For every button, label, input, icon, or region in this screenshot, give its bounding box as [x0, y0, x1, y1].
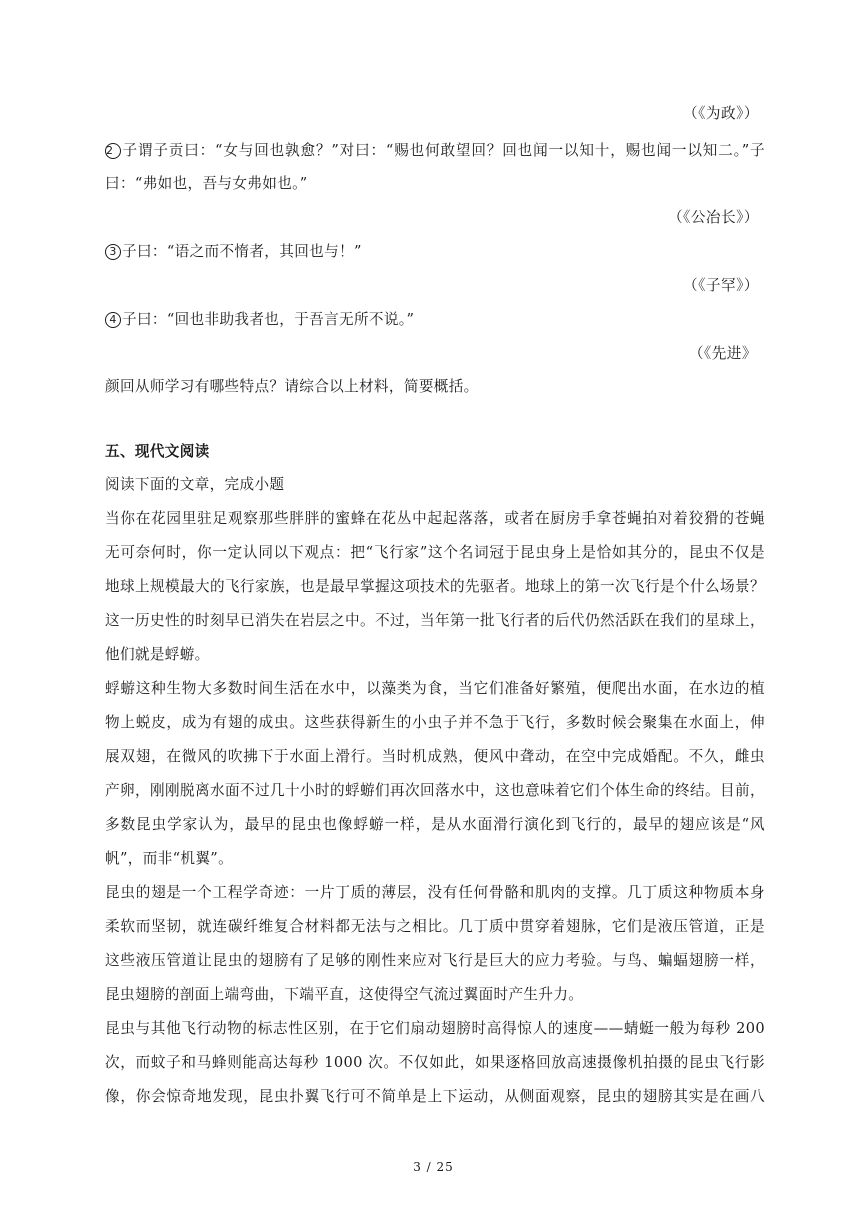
article-line: 柔软而坚韧，就连碳纤维复合材料都无法与之相比。几丁质中贯穿着翅脉，它们是液压管道，正是 — [105, 918, 765, 935]
article-line: 产卵，刚刚脱离水面不过几十小时的蜉蝣们再次回落水中，这也意味着它们个体生命的终结。目前， — [105, 782, 765, 799]
quote-item-2 — [105, 139, 765, 160]
article-line: 这些液压管道让昆虫的翅膀有了足够的刚性来应对飞行是巨大的应力考验。与鸟、蝙蝠翅膀一样， — [105, 952, 765, 969]
page-number: 3 / 25 — [413, 1160, 454, 1174]
article-line: 昆虫的翅是一个工程学奇迹：一片丁质的薄层，没有任何骨骼和肌肉的支撑。几丁质这种物质本身 — [105, 884, 765, 901]
instruction-text: 阅读下面的文章，完成小题 — [105, 476, 285, 493]
article-line: 帆”，而非“机翼”。 — [105, 850, 234, 867]
article-line: 他们就是蜉蝣。 — [105, 646, 210, 663]
source-citation: （《子罕》） — [683, 277, 759, 294]
quote-item-4 — [105, 308, 765, 329]
question-text: 颜回从师学习有哪些特点？请综合以上材料，简要概括。 — [105, 378, 479, 395]
circled-number: 4 — [105, 312, 121, 328]
article-line: 无可奈何时，你一定认同以下观点：把“飞行家”这个名词冠于昆虫身上是恰如其分的，昆虫不仅是 — [105, 544, 765, 561]
article-line: 展双翅，在微风的吹拂下于水面上滑行。当时机成熟，便风中聋动，在空中完成婚配。不久，雌虫 — [105, 748, 765, 765]
article-line: 像，你会惊奇地发现，昆虫扑翼飞行可不简单是上下运动，从侧面观察，昆虫的翅膀其实是在画八 — [105, 1088, 765, 1105]
quote-item-3 — [105, 240, 765, 261]
source-citation: （《为政》） — [683, 105, 759, 122]
quote-text: 子曰：“语之而不惰者，其回也与！” — [122, 243, 362, 260]
article-line: 次，而蚊子和马蜂则能高达每秒 1000 次。不仅如此，如果逐格回放高速摄像机拍摄的昆虫飞行影 — [105, 1054, 765, 1071]
quote-text-line: 曰：“弗如也，吾与女弗如也。” — [105, 175, 308, 192]
source-citation: （《先进》 — [688, 345, 757, 362]
article-line: 物上蜕皮，成为有翅的成虫。这些获得新生的小虫子并不急于飞行，多数时候会聚集在水面上，伸 — [105, 714, 765, 731]
article-line: 地球上规模最大的飞行家族，也是最早掌握这项技术的先驱者。地球上的第一次飞行是个什么场景？ — [105, 578, 765, 595]
circled-number: 3 — [105, 244, 121, 260]
quote-text: 子谓子贡曰：“女与回也孰愈？”对曰：“赐也何敢望回？回也闻一以知十，赐也闻一以知二。”子 — [122, 142, 765, 159]
article-line: 当你在花园里驻足观察那些胖胖的蜜蜂在花丛中起起落落，或者在厨房手拿苍蝇拍对着狡猾的苍蝇 — [105, 510, 765, 527]
source-citation: （《公冶长》） — [667, 209, 759, 226]
article-line: 这一历史性的时刻早已消失在岩层之中。不过，当年第一批飞行者的后代仍然活跃在我们的星球上， — [105, 612, 765, 629]
section-heading: 五、现代文阅读 — [105, 443, 210, 460]
article-line: 蜉蝣这种生物大多数时间生活在水中，以藻类为食，当它们准备好繁殖，便爬出水面，在水边的植 — [105, 680, 765, 697]
quote-text: 子曰：“回也非助我者也，于吾言无所不说。” — [122, 311, 415, 328]
article-line: 昆虫翅膀的剖面上端弯曲，下端平直，这使得空气流过翼面时产生升力。 — [105, 986, 584, 1003]
article-line: 多数昆虫学家认为，最早的昆虫也像蜉蝣一样，是从水面滑行演化到飞行的，最早的翅应该是“风 — [105, 816, 765, 833]
article-line: 昆虫与其他飞行动物的标志性区别，在于它们扇动翅膀时高得惊人的速度——蜻蜓一般为每秒 200 — [105, 1020, 765, 1037]
circled-number: 2 — [105, 143, 121, 159]
